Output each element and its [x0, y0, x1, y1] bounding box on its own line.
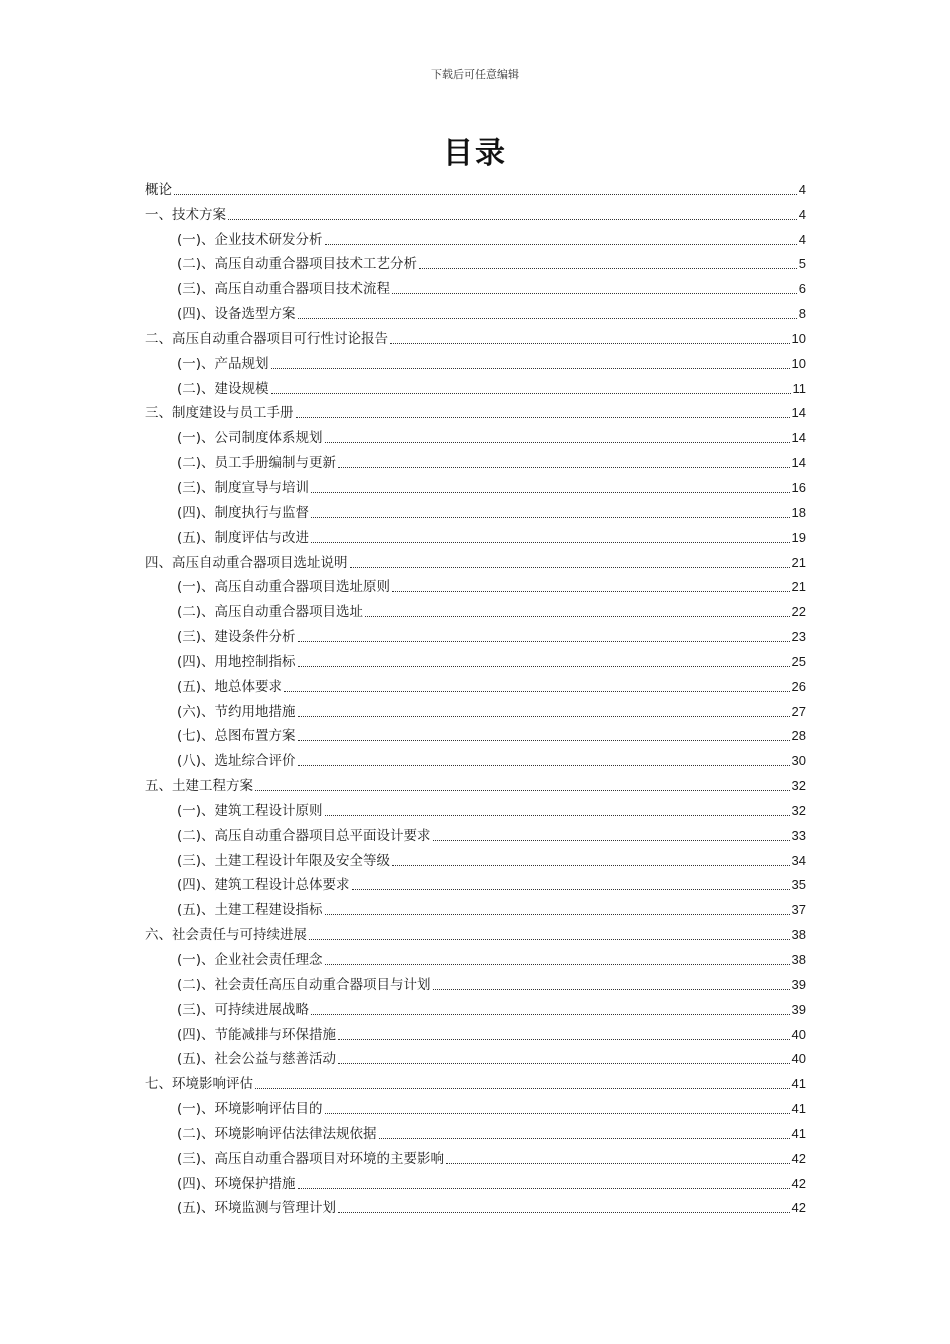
toc-section-entry[interactable]: [145, 472, 806, 497]
toc-entry-title: (一)、公司制度体系规划: [177, 430, 323, 447]
toc-entry-title: (五)、制度评估与改进: [177, 529, 310, 546]
toc-section-entry[interactable]: [145, 596, 806, 621]
toc-dot-leader: [350, 567, 790, 568]
toc-page-number: 10: [791, 355, 806, 371]
toc-entry-title: (六)、节约用地措施: [177, 703, 296, 720]
toc-entry-title: (四)、制度执行与监督: [177, 504, 310, 521]
toc-dot-leader: [338, 467, 789, 468]
toc-section-entry[interactable]: [145, 894, 806, 919]
toc-entry-title: (一)、高压自动重合器项目选址原则: [177, 579, 391, 596]
toc-section-entry[interactable]: [145, 373, 806, 398]
toc-section-entry[interactable]: [145, 795, 806, 820]
toc-dot-leader: [433, 989, 790, 990]
toc-page-number: 19: [791, 529, 806, 545]
toc-section-entry[interactable]: [145, 745, 806, 770]
toc-page-number: 16: [791, 479, 806, 495]
toc-page-number: 26: [791, 678, 806, 694]
toc-page-number: 33: [791, 827, 806, 843]
toc-chapter-entry[interactable]: [145, 770, 806, 795]
toc-section-entry[interactable]: [145, 696, 806, 721]
toc-entry-title: (五)、社会公益与慈善活动: [177, 1051, 337, 1068]
toc-dot-leader: [352, 889, 790, 890]
toc-dot-leader: [298, 716, 790, 717]
toc-page-number: 14: [791, 430, 806, 446]
toc-section-entry[interactable]: [145, 1168, 806, 1193]
toc-entry-title: 三、制度建设与员工手册: [145, 405, 294, 422]
toc-entry-title: (一)、产品规划: [177, 355, 269, 372]
toc-page-number: 14: [791, 405, 806, 421]
toc-entry-title: (四)、节能减排与环保措施: [177, 1026, 337, 1043]
toc-entry-title: 概论: [145, 181, 172, 198]
toc-dot-leader: [392, 865, 789, 866]
toc-page-number: 41: [791, 1125, 806, 1141]
toc-section-entry[interactable]: [145, 224, 806, 249]
toc-page-number: 11: [792, 380, 806, 396]
toc-page-number: 38: [791, 927, 806, 943]
toc-dot-leader: [298, 641, 790, 642]
toc-page-number: 35: [791, 877, 806, 893]
toc-dot-leader: [298, 318, 797, 319]
toc-entry-title: (二)、员工手册编制与更新: [177, 455, 337, 472]
toc-section-entry[interactable]: [145, 1093, 806, 1118]
toc-entry-title: (四)、建筑工程设计总体要求: [177, 877, 350, 894]
toc-page-number: 38: [791, 952, 806, 967]
toc-section-entry[interactable]: [145, 348, 806, 373]
toc-page-number: 39: [791, 976, 806, 992]
toc-page-number: 41: [791, 1076, 806, 1092]
toc-dot-leader: [298, 740, 790, 741]
toc-entry-title: (一)、企业社会责任理念: [177, 952, 323, 968]
toc-page-number: 23: [791, 629, 806, 645]
toc-section-entry[interactable]: [145, 422, 806, 447]
toc-title: 目录: [443, 136, 507, 171]
toc-entry-title: (七)、总图布置方案: [177, 728, 296, 745]
toc-dot-leader: [325, 964, 790, 965]
toc-section-entry[interactable]: [145, 249, 806, 274]
toc-entry-title: (四)、环境保护措施: [177, 1175, 296, 1192]
toc-chapter-entry[interactable]: [145, 199, 806, 224]
toc-dot-leader: [311, 542, 789, 543]
toc-section-entry[interactable]: [145, 1143, 806, 1168]
toc-entry-title: 五、土建工程方案: [145, 778, 253, 795]
toc-section-entry[interactable]: [145, 1118, 806, 1143]
toc-dot-leader: [174, 194, 797, 195]
toc-page-number: 42: [791, 1175, 806, 1191]
toc-page-number: 40: [791, 1026, 806, 1042]
toc-section-entry[interactable]: [145, 646, 806, 671]
toc-dot-leader: [284, 691, 789, 692]
toc-dot-leader: [298, 1188, 790, 1189]
toc-page-number: 28: [791, 728, 806, 744]
toc-section-entry[interactable]: [145, 572, 806, 597]
toc-dot-leader: [392, 591, 789, 592]
toc-entry-title: (三)、制度宣导与培训: [177, 479, 310, 496]
toc-section-entry[interactable]: [145, 994, 806, 1019]
toc-entry-title: (五)、地总体要求: [177, 678, 283, 695]
toc-dot-leader: [338, 1212, 789, 1213]
toc-entry-title: (八)、选址综合评价: [177, 753, 296, 770]
toc-chapter-entry[interactable]: [145, 547, 806, 572]
toc-page-number: 41: [791, 1101, 806, 1117]
toc-entry-title: (四)、设备选型方案: [177, 306, 296, 323]
toc-entry-title: 二、高压自动重合器项目可行性讨论报告: [145, 330, 388, 347]
toc-entry-title: (二)、高压自动重合器项目总平面设计要求: [177, 827, 431, 844]
toc-page-number: 18: [791, 504, 806, 520]
toc-section-entry[interactable]: [145, 671, 806, 696]
toc-entry-title: (二)、社会责任高压自动重合器项目与计划: [177, 976, 431, 993]
toc-dot-leader: [298, 666, 790, 667]
toc-page-number: 34: [791, 852, 806, 868]
toc-page-number: 25: [791, 653, 806, 669]
toc-dot-leader: [379, 1138, 790, 1139]
toc-page-number: 6: [798, 281, 806, 297]
toc-page-number: 4: [798, 206, 806, 222]
toc-entry-title: 四、高压自动重合器项目选址说明: [145, 554, 348, 571]
toc-dot-leader: [255, 790, 790, 791]
toc-entry-title: (三)、土建工程设计年限及安全等级: [177, 852, 391, 869]
toc-page-number: 30: [791, 753, 806, 769]
toc-entry-title: (四)、用地控制指标: [177, 653, 296, 670]
toc-dot-leader: [392, 293, 797, 294]
toc-page-number: 21: [791, 554, 806, 570]
toc-entry-title: (三)、建设条件分析: [177, 629, 296, 646]
toc-dot-leader: [325, 815, 790, 816]
toc-page-number: 40: [791, 1051, 806, 1067]
toc-dot-leader: [325, 914, 790, 915]
toc-entry-title: (一)、企业技术研发分析: [177, 231, 323, 248]
toc-dot-leader: [255, 1088, 790, 1089]
toc-section-entry[interactable]: [145, 621, 806, 646]
toc-chapter-entry[interactable]: [145, 398, 806, 423]
toc-section-entry[interactable]: [145, 721, 806, 746]
toc-dot-leader: [311, 1014, 789, 1015]
toc-entry-title: (二)、环境影响评估法律法规依据: [177, 1125, 377, 1142]
toc-dot-leader: [325, 244, 797, 245]
toc-section-entry[interactable]: [145, 820, 806, 845]
toc-dot-leader: [325, 442, 790, 443]
toc-dot-leader: [446, 1163, 789, 1164]
page-header-note: 下载后可任意编辑: [431, 68, 519, 81]
toc-page-number: 42: [791, 1150, 806, 1166]
toc-page-number: 4: [798, 231, 806, 247]
toc-entry-title: (二)、建设规模: [177, 380, 269, 397]
toc-page-number: 14: [791, 455, 806, 471]
toc-entry-title: (二)、高压自动重合器项目选址: [177, 604, 364, 621]
toc-section-entry[interactable]: [145, 1193, 806, 1218]
toc-dot-leader: [419, 268, 797, 269]
toc-dot-leader: [433, 840, 790, 841]
toc-entry-title: 七、环境影响评估: [145, 1076, 253, 1093]
toc-page-number: 42: [791, 1200, 806, 1216]
toc-dot-leader: [365, 616, 789, 617]
toc-chapter-entry[interactable]: [145, 323, 806, 348]
toc-dot-leader: [296, 417, 790, 418]
toc-page-number: 27: [791, 703, 806, 719]
toc-page-number: 10: [791, 330, 806, 346]
toc-entry-title: (一)、建筑工程设计原则: [177, 802, 323, 819]
toc-entry-title: (五)、土建工程建设指标: [177, 902, 323, 919]
toc-entry-title: (二)、高压自动重合器项目技术工艺分析: [177, 256, 418, 273]
toc-section-entry[interactable]: [145, 969, 806, 994]
toc-entry-title: (三)、高压自动重合器项目技术流程: [177, 281, 391, 298]
toc-page-number: 8: [798, 306, 806, 322]
toc-section-entry[interactable]: [145, 845, 806, 870]
toc-section-entry[interactable]: [145, 497, 806, 522]
toc-dot-leader: [271, 368, 790, 369]
toc-dot-leader: [338, 1063, 789, 1064]
toc-dot-leader: [311, 517, 789, 518]
toc-dot-leader: [309, 939, 790, 940]
toc-chapter-entry[interactable]: [145, 919, 806, 944]
toc-dot-leader: [325, 1113, 790, 1114]
toc-page-number: 21: [791, 579, 806, 595]
toc-page-number: 32: [791, 778, 806, 794]
toc-section-entry[interactable]: [145, 447, 806, 472]
toc-page-number: 22: [791, 604, 806, 620]
toc-dot-leader: [298, 765, 790, 766]
toc-page-number: 5: [798, 256, 806, 272]
toc-section-entry[interactable]: [145, 870, 806, 895]
toc-entry-title: (三)、高压自动重合器项目对环境的主要影响: [177, 1150, 445, 1167]
toc-dot-leader: [338, 1039, 789, 1040]
toc-entry-title: (三)、可持续进展战略: [177, 1001, 310, 1018]
toc-dot-leader: [311, 492, 789, 493]
toc-chapter-entry[interactable]: [145, 1068, 806, 1093]
toc-page-number: 32: [791, 802, 806, 818]
toc-dot-leader: [390, 343, 790, 344]
toc-entry-title: 一、技术方案: [145, 206, 226, 223]
toc-section-entry[interactable]: [145, 298, 806, 323]
toc-section-entry[interactable]: [145, 522, 806, 547]
toc-chapter-entry[interactable]: [145, 174, 806, 199]
toc-entry-title: (五)、环境监测与管理计划: [177, 1200, 337, 1217]
toc-section-entry[interactable]: [145, 1044, 806, 1069]
toc-page-number: 39: [791, 1001, 806, 1017]
toc-entry-title: 六、社会责任与可持续进展: [145, 927, 307, 944]
toc-page-number: 37: [791, 902, 806, 918]
toc-section-entry[interactable]: [145, 944, 806, 969]
toc-section-entry[interactable]: [145, 273, 806, 298]
toc-entry-title: (一)、环境影响评估目的: [177, 1101, 323, 1118]
toc-section-entry[interactable]: [145, 1019, 806, 1044]
table-of-contents: [145, 174, 806, 1217]
toc-dot-leader: [271, 393, 791, 394]
toc-dot-leader: [228, 219, 797, 220]
toc-page-number: 4: [798, 181, 806, 197]
